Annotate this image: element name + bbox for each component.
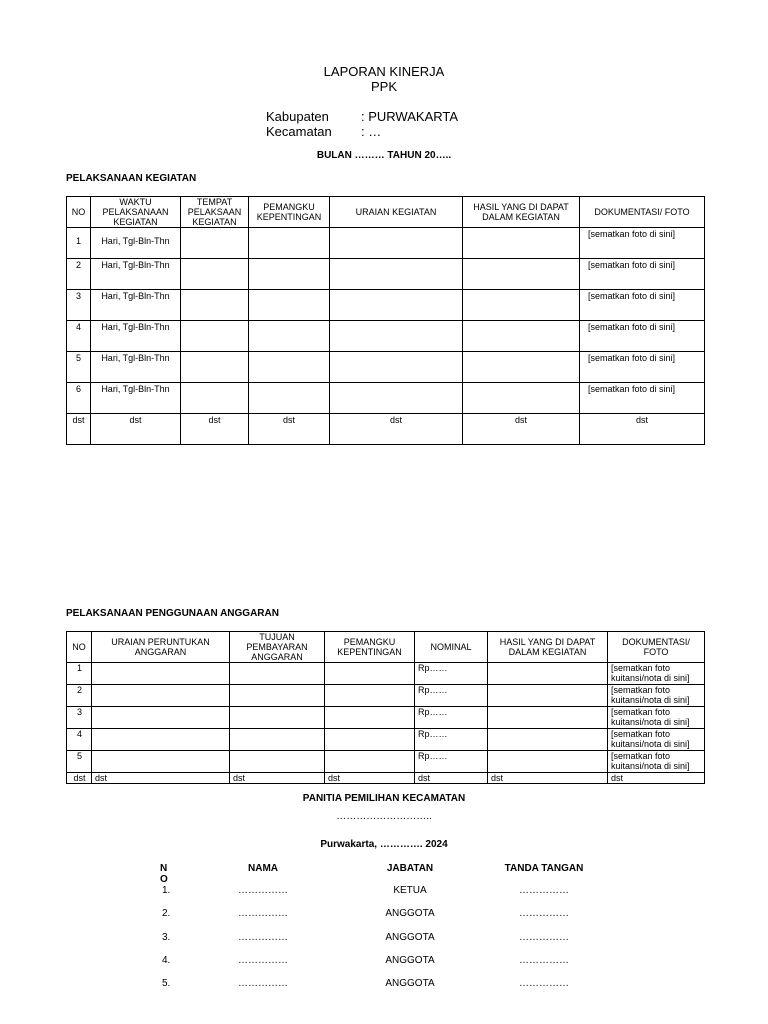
row-uraian: [330, 352, 463, 383]
col-header-hasil: HASIL YANG DI DAPAT DALAM KEGIATAN: [488, 632, 608, 663]
row-foto: [sematkan foto di sini]: [580, 383, 705, 414]
row-pemangku: [249, 321, 330, 352]
row-uraian: [92, 729, 230, 751]
dst-cell: dst: [92, 773, 230, 784]
dst-cell: dst: [608, 773, 705, 784]
table-row-dst: [67, 773, 705, 784]
col-header-nama: NAMA: [248, 863, 278, 874]
col-header-uraian: URAIAN KEGIATAN: [330, 197, 463, 228]
member-jabatan: ANGGOTA: [385, 978, 435, 989]
row-tujuan: [230, 707, 325, 729]
row-uraian: [92, 751, 230, 773]
row-foto: [sematkan foto di sini]: [580, 228, 705, 259]
member-nama: ……………: [238, 932, 288, 943]
row-uraian: [330, 259, 463, 290]
row-tempat: [181, 383, 249, 414]
row-no: 3: [67, 290, 91, 321]
row-no: 5: [67, 751, 92, 773]
row-hasil: [488, 663, 608, 685]
table-row: [67, 321, 705, 352]
dst-cell: dst: [67, 773, 92, 784]
col-header-nominal: NOMINAL: [415, 632, 488, 663]
col-header-tempat: TEMPAT PELAKSAAN KEGIATAN: [181, 197, 249, 228]
row-nominal: Rp……: [415, 663, 488, 685]
member-ttd: ……………: [519, 978, 569, 989]
row-foto: [sematkan foto di sini]: [580, 290, 705, 321]
row-uraian: [330, 228, 463, 259]
row-no: 3: [67, 707, 92, 729]
member-nama: ……………: [238, 885, 288, 896]
row-no: 2: [67, 685, 92, 707]
row-tempat: [181, 321, 249, 352]
row-nominal: Rp……: [415, 751, 488, 773]
row-no: 5: [67, 352, 91, 383]
member-no: 2.: [162, 908, 171, 919]
row-uraian: [330, 290, 463, 321]
report-subtitle: PPK: [370, 79, 397, 94]
row-waktu: Hari, Tgl-Bln-Thn: [91, 352, 181, 383]
row-pemangku: [325, 685, 415, 707]
table-row: [67, 663, 705, 685]
row-waktu: Hari, Tgl-Bln-Thn: [91, 228, 181, 259]
dst-cell: dst: [249, 414, 330, 445]
dst-cell: dst: [463, 414, 580, 445]
kecamatan-label: Kecamatan: [266, 124, 332, 139]
row-pemangku: [249, 290, 330, 321]
member-ttd: ……………: [519, 955, 569, 966]
row-tujuan: [230, 685, 325, 707]
dst-cell: dst: [181, 414, 249, 445]
row-no: 2: [67, 259, 91, 290]
table-row: [67, 383, 705, 414]
dst-cell: dst: [67, 414, 91, 445]
member-jabatan: ANGGOTA: [385, 908, 435, 919]
row-tujuan: [230, 663, 325, 685]
row-foto: [sematkan foto kuitansi/nota di sini]: [608, 751, 705, 773]
row-uraian: [92, 685, 230, 707]
row-tempat: [181, 290, 249, 321]
row-hasil: [488, 685, 608, 707]
row-pemangku: [249, 352, 330, 383]
table-row: [67, 729, 705, 751]
col-header-jabatan: JABATAN: [386, 863, 434, 874]
col-header-no: N O: [160, 863, 168, 885]
row-tempat: [181, 228, 249, 259]
col-header-uraian-peruntukan: URAIAN PERUNTUKAN ANGGARAN: [92, 632, 230, 663]
member-nama: ……………: [238, 978, 288, 989]
table-row: [67, 290, 705, 321]
row-pemangku: [325, 751, 415, 773]
row-uraian: [330, 383, 463, 414]
col-header-hasil: HASIL YANG DI DAPAT DALAM KEGIATAN: [463, 197, 580, 228]
panitia-title: PANITIA PEMILIHAN KECAMATAN: [302, 793, 466, 804]
member-no: 1.: [162, 885, 171, 896]
row-hasil: [488, 751, 608, 773]
col-header-dokumentasi: DOKUMENTASI/ FOTO: [580, 197, 705, 228]
row-foto: [sematkan foto kuitansi/nota di sini]: [608, 729, 705, 751]
row-no: 4: [67, 729, 92, 751]
col-header-pemangku: PEMANGKU KEPENTINGAN: [249, 197, 330, 228]
row-nominal: Rp……: [415, 685, 488, 707]
kegiatan-table: [66, 196, 705, 445]
member-ttd: ……………: [519, 932, 569, 943]
col-header-dokumentasi: DOKUMENTASI/ FOTO: [608, 632, 705, 663]
row-uraian: [92, 707, 230, 729]
row-pemangku: [249, 259, 330, 290]
row-hasil: [463, 228, 580, 259]
member-ttd: ……………: [519, 908, 569, 919]
member-nama: ……………: [238, 955, 288, 966]
row-foto: [sematkan foto di sini]: [580, 352, 705, 383]
table-header-row: [67, 632, 705, 663]
row-hasil: [463, 290, 580, 321]
row-tujuan: [230, 729, 325, 751]
table-row: [67, 352, 705, 383]
row-foto: [sematkan foto kuitansi/nota di sini]: [608, 663, 705, 685]
row-pemangku: [249, 383, 330, 414]
dst-cell: dst: [230, 773, 325, 784]
report-title: LAPORAN KINERJA: [323, 64, 445, 79]
row-tempat: [181, 352, 249, 383]
col-header-tujuan: TUJUAN PEMBAYARAN ANGGARAN: [230, 632, 325, 663]
kabupaten-value: : PURWAKARTA: [361, 109, 459, 124]
row-nominal: Rp……: [415, 729, 488, 751]
row-tempat: [181, 259, 249, 290]
row-hasil: [463, 352, 580, 383]
row-pemangku: [325, 729, 415, 751]
table-row: [67, 259, 705, 290]
col-header-tanda-tangan: TANDA TANGAN: [504, 863, 584, 874]
row-no: 1: [67, 228, 91, 259]
member-jabatan: KETUA: [393, 885, 427, 896]
table-row-dst: [67, 414, 705, 445]
member-nama: ……………: [238, 908, 288, 919]
section-title-kegiatan: PELAKSANAAN KEGIATAN: [66, 173, 197, 184]
row-uraian: [330, 321, 463, 352]
row-waktu: Hari, Tgl-Bln-Thn: [91, 259, 181, 290]
panitia-name-dots: ………………………..: [336, 811, 432, 822]
table-row: [67, 707, 705, 729]
row-pemangku: [325, 663, 415, 685]
table-row: [67, 751, 705, 773]
member-jabatan: ANGGOTA: [385, 932, 435, 943]
row-waktu: Hari, Tgl-Bln-Thn: [91, 383, 181, 414]
member-no: 3.: [162, 932, 171, 943]
dst-cell: dst: [415, 773, 488, 784]
row-waktu: Hari, Tgl-Bln-Thn: [91, 290, 181, 321]
row-hasil: [463, 259, 580, 290]
dst-cell: dst: [330, 414, 463, 445]
row-tujuan: [230, 751, 325, 773]
row-no: 1: [67, 663, 92, 685]
row-pemangku: [249, 228, 330, 259]
row-foto: [sematkan foto di sini]: [580, 259, 705, 290]
row-foto: [sematkan foto di sini]: [580, 321, 705, 352]
member-no: 5.: [162, 978, 171, 989]
member-ttd: ……………: [519, 885, 569, 896]
member-no: 4.: [162, 955, 171, 966]
row-pemangku: [325, 707, 415, 729]
row-hasil: [488, 729, 608, 751]
kecamatan-value: : …: [361, 124, 382, 139]
dst-cell: dst: [580, 414, 705, 445]
table-row: [67, 228, 705, 259]
table-row: [67, 685, 705, 707]
row-hasil: [463, 321, 580, 352]
row-hasil: [488, 707, 608, 729]
dst-cell: dst: [488, 773, 608, 784]
row-waktu: Hari, Tgl-Bln-Thn: [91, 321, 181, 352]
col-header-waktu: WAKTU PELAKSANAAN KEGIATAN: [91, 197, 181, 228]
row-nominal: Rp……: [415, 707, 488, 729]
row-foto: [sematkan foto kuitansi/nota di sini]: [608, 707, 705, 729]
row-no: 6: [67, 383, 91, 414]
dst-cell: dst: [325, 773, 415, 784]
row-no: 4: [67, 321, 91, 352]
table-header-row: [67, 197, 705, 228]
row-hasil: [463, 383, 580, 414]
kabupaten-label: Kabupaten: [266, 109, 329, 124]
period-line: BULAN ……… TAHUN 20…..: [316, 150, 452, 161]
row-foto: [sematkan foto kuitansi/nota di sini]: [608, 685, 705, 707]
member-jabatan: ANGGOTA: [385, 955, 435, 966]
col-header-no: NO: [67, 197, 91, 228]
col-header-no: NO: [67, 632, 92, 663]
place-date: Purwakarta, …………. 2024: [320, 839, 448, 850]
row-uraian: [92, 663, 230, 685]
anggaran-table: [66, 631, 705, 784]
col-header-pemangku: PEMANGKU KEPENTINGAN: [325, 632, 415, 663]
dst-cell: dst: [91, 414, 181, 445]
section-title-anggaran: PELAKSANAAN PENGGUNAAN ANGGARAN: [66, 608, 279, 619]
